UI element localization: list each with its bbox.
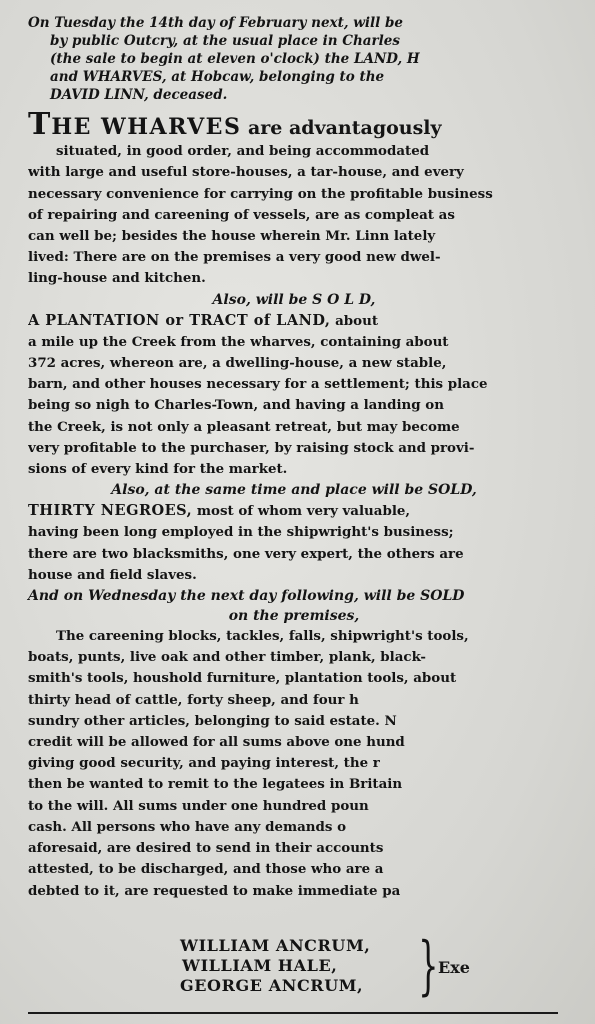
body-line: sundry other articles, belonging to said estate. N bbox=[28, 712, 397, 729]
body-line: The careening blocks, tackles, falls, shipwright's tools, bbox=[56, 628, 469, 645]
body-line: boats, punts, live oak and other timber, plank, black- bbox=[28, 649, 426, 666]
body-line: necessary convenience for carrying on the profitable business bbox=[28, 185, 493, 202]
body-line: 372 acres, whereon are, a dwelling-house, a new stable, bbox=[28, 355, 447, 372]
signer-name: WILLIAM ANCRUM, bbox=[180, 936, 371, 955]
intro-line: by public Outcry, at the usual place in Charles bbox=[50, 33, 400, 49]
body-line: giving good security, and paying interest, the r bbox=[28, 755, 380, 772]
intro-line: (the sale to begin at eleven o'clock) the LAND, H bbox=[50, 51, 420, 67]
body-line: smith's tools, houshold furniture, plantation tools, about bbox=[28, 670, 457, 687]
body-line: a mile up the Creek from the wharves, containing about bbox=[28, 333, 449, 350]
brace-icon: } bbox=[418, 929, 439, 1003]
on-premises-line: on the premises, bbox=[228, 608, 360, 625]
body-line: situated, in good order, and being accommodated bbox=[56, 143, 430, 160]
wednesday-line: And on Wednesday the next day following, will be SOLD bbox=[28, 588, 465, 605]
executors-label: Exe bbox=[438, 958, 470, 977]
body-line: attested, to be discharged, and those who are a bbox=[28, 861, 384, 878]
body-line: thirty head of cattle, forty sheep, and four h bbox=[28, 691, 359, 708]
negroes-lead-rest: most of whom very valuable, bbox=[192, 503, 411, 520]
intro-line: On Tuesday the 14th day of February next, will be bbox=[28, 15, 403, 31]
plantation-lead-line bbox=[28, 310, 560, 332]
signer-name: WILLIAM HALE, bbox=[182, 956, 338, 975]
body-line: barn, and other houses necessary for a settlement; this place bbox=[28, 376, 488, 393]
body-line: being so nigh to Charles-Town, and having a landing on bbox=[28, 397, 444, 414]
plantation-lead: A PLANTATION or TRACT of LAND, bbox=[28, 311, 331, 329]
body-line: there are two blacksmiths, one very expert, the others are bbox=[28, 545, 464, 562]
body-line: ling-house and kitchen. bbox=[28, 270, 206, 287]
notice-column bbox=[28, 14, 560, 902]
body-line: cash. All persons who have any demands o bbox=[28, 818, 347, 835]
headline-rest: are advantagously bbox=[241, 117, 442, 139]
body-line: to the will. All sums under one hundred poun bbox=[28, 797, 369, 814]
negroes-lead-line bbox=[28, 500, 560, 522]
body-line: can well be; besides the house wherein Mr. Linn lately bbox=[28, 228, 436, 245]
body-line: of repairing and careening of vessels, are as compleat as bbox=[28, 206, 455, 223]
body-line: house and field slaves. bbox=[28, 566, 197, 583]
signer-name: GEORGE ANCRUM, bbox=[180, 976, 364, 995]
body-line: credit will be allowed for all sums above one hund bbox=[28, 734, 405, 751]
body-line: sions of every kind for the market. bbox=[28, 461, 288, 478]
also-sold-heading: Also, will be S O L D, bbox=[212, 291, 376, 308]
negroes-lead: THIRTY NEGROES, bbox=[28, 502, 193, 520]
body-line: the Creek, is not only a pleasant retreat, but may become bbox=[28, 418, 460, 435]
intro-line: and WHARVES, at Hobcaw, belonging to the bbox=[50, 69, 385, 85]
body-line: having been long employed in the shipwright's business; bbox=[28, 524, 454, 541]
intro-paragraph bbox=[28, 14, 560, 104]
body-line: very profitable to the purchaser, by raising stock and provi- bbox=[28, 439, 475, 456]
body-line: aforesaid, are desired to send in their accounts bbox=[28, 840, 384, 857]
also-sold-heading-2: Also, at the same time and place will be SOLD, bbox=[111, 482, 477, 499]
body-line: lived: There are on the premises a very good new dwel- bbox=[28, 249, 441, 266]
bottom-rule bbox=[28, 1012, 558, 1014]
headline-wharves: HE WHARVES bbox=[51, 114, 242, 140]
body-line: with large and useful store-houses, a tar-house, and every bbox=[28, 164, 464, 181]
tools-paragraph bbox=[28, 626, 560, 902]
plantation-lead-rest: about bbox=[330, 312, 379, 329]
drop-cap: T bbox=[28, 107, 52, 142]
plantation-paragraph bbox=[28, 310, 560, 481]
intro-line: DAVID LINN, deceased. bbox=[50, 87, 228, 103]
body-line: debted to it, are requested to make immediate pa bbox=[28, 882, 401, 899]
body-line: then be wanted to remit to the legatees in Britain bbox=[28, 776, 403, 793]
wharves-paragraph bbox=[28, 107, 560, 290]
negroes-paragraph bbox=[28, 500, 560, 586]
wharves-headline bbox=[28, 107, 560, 142]
